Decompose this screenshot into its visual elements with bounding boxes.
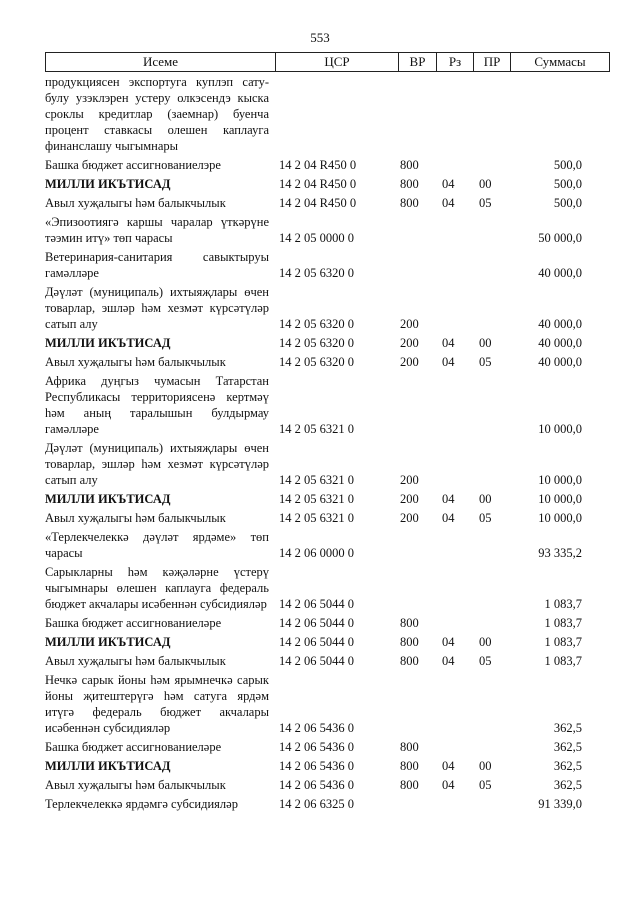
row-code: 14 2 06 5436 0 (279, 759, 354, 773)
header-rz: Рз (437, 53, 474, 71)
row-sum: 1 083,7 (544, 654, 582, 668)
table-row (45, 74, 610, 154)
table-row (45, 491, 610, 507)
row-code: 14 2 05 6320 0 (279, 266, 354, 280)
row-sum: 500,0 (553, 177, 582, 191)
row-pr: 00 (479, 635, 492, 649)
header-pr: ПР (474, 53, 511, 71)
row-rz: 04 (442, 492, 455, 506)
row-sum: 40 000,0 (538, 317, 582, 331)
table-row (45, 777, 610, 793)
row-name: Авыл хуҗалыгы һәм балыкчылык (45, 196, 226, 210)
row-code: 14 2 06 5436 0 (279, 721, 354, 735)
table-row (45, 615, 610, 631)
row-code: 14 2 06 5044 0 (279, 635, 354, 649)
row-code: 14 2 06 0000 0 (279, 546, 354, 560)
row-sum: 500,0 (553, 196, 582, 210)
row-name: Дәүләт (муниципаль) ихтыяҗлары өчен товарлар, эшләр һәм хезмәт күрсәтүләр сатып алу (45, 441, 269, 487)
row-pr: 05 (479, 511, 492, 525)
row-rz: 04 (442, 759, 455, 773)
row-sum: 1 083,7 (544, 597, 582, 611)
row-vr: 200 (400, 473, 419, 487)
row-sum: 93 335,2 (538, 546, 582, 560)
row-name: МИЛЛИ ИКЪТИСАД (45, 635, 171, 649)
row-name: Башка бюджет ассигнованиеләре (45, 740, 222, 754)
row-sum: 40 000,0 (538, 355, 582, 369)
row-vr: 800 (400, 158, 419, 172)
row-vr: 200 (400, 317, 419, 331)
row-name: «Терлекчелеккә дәүләт ярдәме» төп чарасы (45, 530, 269, 560)
row-code: 14 2 04 R450 0 (279, 158, 357, 172)
row-name: МИЛЛИ ИКЪТИСАД (45, 759, 171, 773)
row-sum: 10 000,0 (538, 492, 582, 506)
table-row (45, 634, 610, 650)
row-code: 14 2 05 6320 0 (279, 317, 354, 331)
row-rz: 04 (442, 778, 455, 792)
row-vr: 800 (400, 654, 419, 668)
row-name: Башка бюджет ассигнованиелэре (45, 158, 221, 172)
row-name: Африка дуңгыз чумасын Татарстан Республикасы территориясенә кертмәү һәм аның таралышын булдырмау гамәлләре (45, 374, 269, 436)
table-row (45, 796, 610, 812)
table-row (45, 195, 610, 211)
row-name: МИЛЛИ ИКЪТИСАД (45, 336, 171, 350)
row-code: 14 2 04 R450 0 (279, 196, 357, 210)
row-pr: 00 (479, 759, 492, 773)
row-name: «Эпизоотиягә каршы чаралар үткәрүне тәэмин итү» төп чарасы (45, 215, 269, 245)
row-sum: 40 000,0 (538, 336, 582, 350)
row-sum: 1 083,7 (544, 616, 582, 630)
row-pr: 05 (479, 654, 492, 668)
row-vr: 200 (400, 511, 419, 525)
table-row (45, 373, 610, 437)
table-row (45, 758, 610, 774)
row-pr: 05 (479, 778, 492, 792)
row-vr: 800 (400, 778, 419, 792)
row-rz: 04 (442, 511, 455, 525)
row-sum: 500,0 (553, 158, 582, 172)
row-vr: 800 (400, 740, 419, 754)
row-code: 14 2 06 5044 0 (279, 654, 354, 668)
row-sum: 1 083,7 (544, 635, 582, 649)
row-sum: 10 000,0 (538, 422, 582, 436)
row-code: 14 2 05 6321 0 (279, 511, 354, 525)
row-name: Авыл хуҗалыгы һәм балыкчылык (45, 778, 226, 792)
row-code: 14 2 05 0000 0 (279, 231, 354, 245)
row-name: продукциясен экспортуга куплэп сату-булу узэклэрен устеру олкэсендэ кыска сроклы кредитлар (заемнар) буенча процент ставкасы олешен каплауга финанслашу чыгымнары (45, 75, 269, 153)
row-pr: 00 (479, 492, 492, 506)
table-row (45, 440, 610, 488)
row-vr: 800 (400, 635, 419, 649)
row-pr: 05 (479, 355, 492, 369)
row-sum: 362,5 (553, 778, 582, 792)
row-vr: 800 (400, 759, 419, 773)
table-body (45, 74, 610, 815)
header-csr: ЦСР (276, 53, 399, 71)
table-row (45, 335, 610, 351)
table-row (45, 529, 610, 561)
row-pr: 00 (479, 177, 492, 191)
row-code: 14 2 06 5044 0 (279, 597, 354, 611)
row-sum: 91 339,0 (538, 797, 582, 811)
row-name: Нечкә сарык йоны һәм ярымнечкә сарык йоны җитештерүгә һәм сатуга ярдәм итүгә федераль бюджет акчалары исәбеннән субсидияләр (45, 673, 269, 735)
row-sum: 10 000,0 (538, 511, 582, 525)
row-code: 14 2 05 6321 0 (279, 473, 354, 487)
row-vr: 200 (400, 355, 419, 369)
table-row (45, 510, 610, 526)
row-pr: 05 (479, 196, 492, 210)
row-name: Авыл хуҗалыгы һәм балыкчылык (45, 511, 226, 525)
row-rz: 04 (442, 196, 455, 210)
row-name: МИЛЛИ ИКЪТИСАД (45, 492, 171, 506)
row-rz: 04 (442, 654, 455, 668)
page-number: 553 (310, 30, 330, 45)
header-name: Исеме (46, 53, 276, 71)
row-rz: 04 (442, 336, 455, 350)
row-code: 14 2 05 6321 0 (279, 492, 354, 506)
header-sum: Суммасы (534, 54, 586, 69)
row-name: МИЛЛИ ИКЪТИСАД (45, 177, 171, 191)
table-row (45, 739, 610, 755)
row-vr: 800 (400, 177, 419, 191)
row-vr: 200 (400, 492, 419, 506)
table-row (45, 249, 610, 281)
row-sum: 362,5 (553, 721, 582, 735)
row-rz: 04 (442, 635, 455, 649)
row-code: 14 2 05 6321 0 (279, 422, 354, 436)
row-code: 14 2 06 5044 0 (279, 616, 354, 630)
row-code: 14 2 06 5436 0 (279, 778, 354, 792)
row-vr: 800 (400, 616, 419, 630)
row-name: Дәүләт (муниципаль) ихтыяҗлары өчен товарлар, эшләр һәм хезмәт күрсәтүләр сатып алу (45, 285, 269, 331)
table-header (45, 52, 610, 72)
row-name: Сарыкларны һәм кәҗәләрне үстерү чыгымнары өлешен каплауга федераль бюджет акчалары исәбеннән субсидияләр (45, 565, 269, 611)
row-pr: 00 (479, 336, 492, 350)
table-row (45, 214, 610, 246)
table-row (45, 176, 610, 192)
row-name: Авыл хуҗалыгы һәм балыкчылык (45, 654, 226, 668)
row-sum: 10 000,0 (538, 473, 582, 487)
row-sum: 40 000,0 (538, 266, 582, 280)
row-name: Терлекчелеккә ярдәмгә субсидияләр (45, 797, 238, 811)
table-row (45, 564, 610, 612)
row-vr: 800 (400, 196, 419, 210)
row-name: Авыл хуҗалыгы һәм балыкчылык (45, 355, 226, 369)
row-sum: 362,5 (553, 740, 582, 754)
row-name: Башка бюджет ассигнованиеләре (45, 616, 222, 630)
row-code: 14 2 05 6320 0 (279, 355, 354, 369)
row-vr: 200 (400, 336, 419, 350)
row-code: 14 2 06 6325 0 (279, 797, 354, 811)
table-row (45, 157, 610, 173)
row-rz: 04 (442, 355, 455, 369)
row-code: 14 2 06 5436 0 (279, 740, 354, 754)
row-sum: 50 000,0 (538, 231, 582, 245)
row-name: Ветеринария-санитария савыктыруы гамәлләре (45, 250, 269, 280)
header-vr: ВР (399, 53, 437, 71)
table-row (45, 354, 610, 370)
table-row (45, 653, 610, 669)
row-code: 14 2 05 6320 0 (279, 336, 354, 350)
table-row (45, 284, 610, 332)
table-row (45, 672, 610, 736)
row-rz: 04 (442, 177, 455, 191)
row-code: 14 2 04 R450 0 (279, 177, 357, 191)
row-sum: 362,5 (553, 759, 582, 773)
